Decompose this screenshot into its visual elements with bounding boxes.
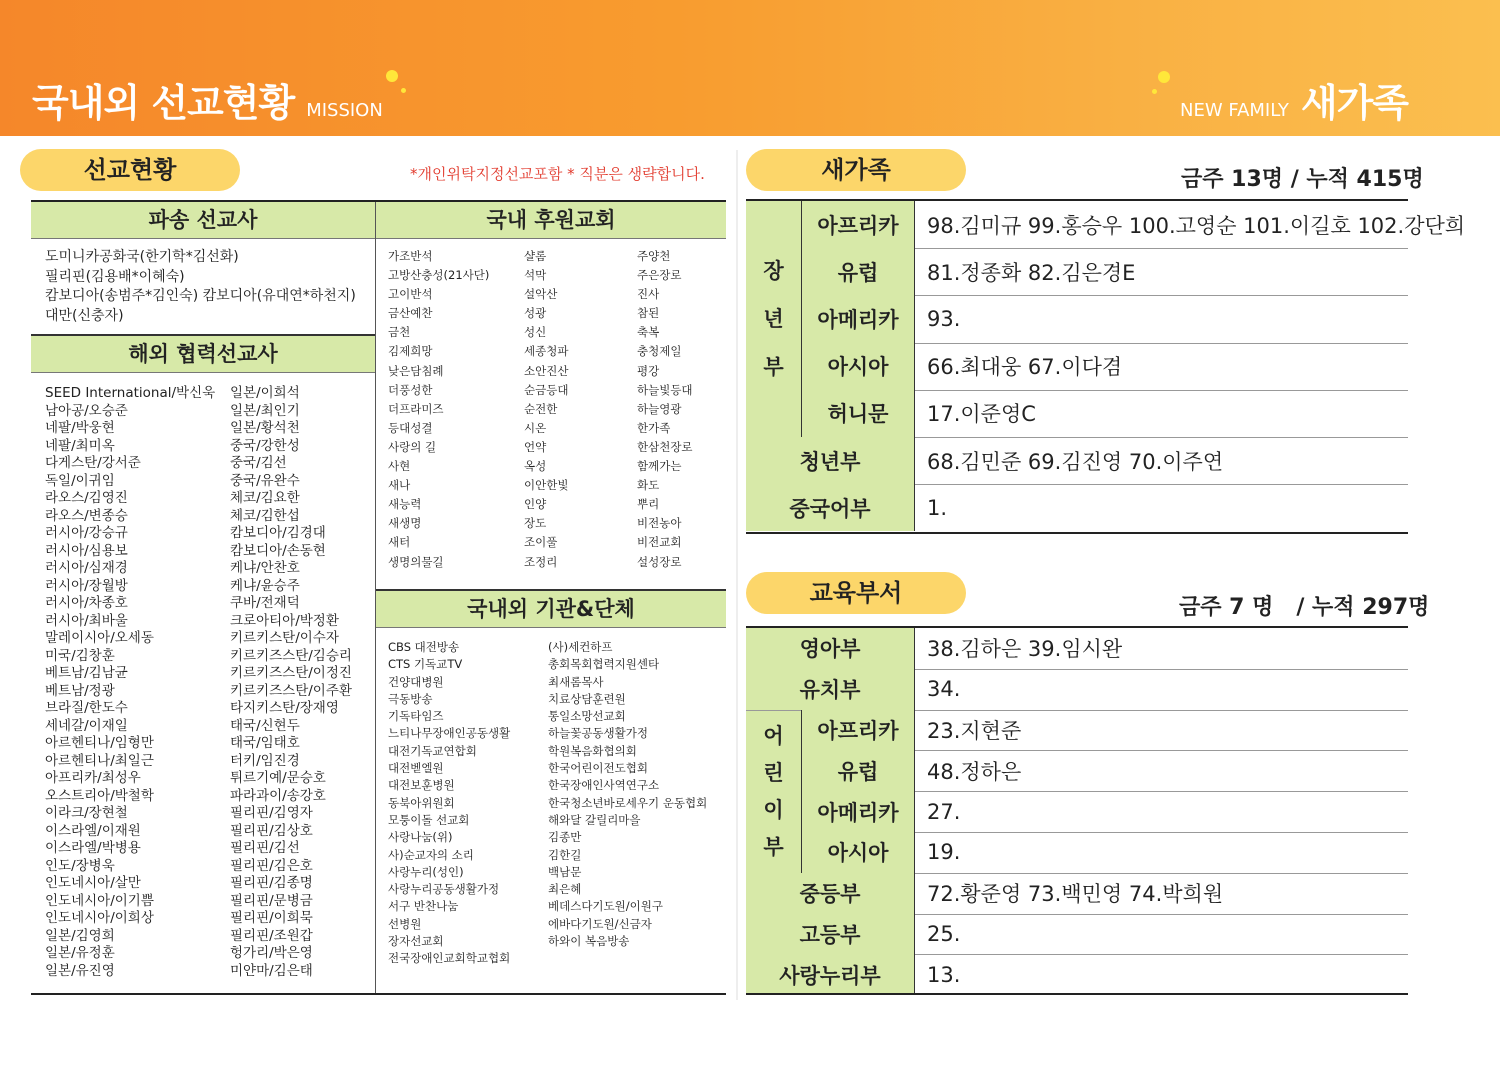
list-item: 언약 — [524, 439, 547, 454]
row-value: 66.최대웅 67.이다겸 — [927, 355, 1123, 380]
list-item: 고방산충성(21사단) — [388, 268, 490, 283]
domestic-churches-col1 — [388, 247, 489, 572]
list-item: 낮은담침례 — [388, 363, 444, 378]
decor-dot-icon — [1158, 71, 1170, 83]
list-item: 키르키즈스탄/이주환 — [230, 682, 352, 699]
list-item: 필리핀/이희묵 — [230, 910, 313, 926]
organizations-header: 국내외 기관&단체 — [376, 591, 726, 627]
row-separator — [914, 484, 915, 531]
list-item: 최새롬목사 — [548, 674, 604, 689]
group-separator — [801, 710, 802, 873]
list-item: 캄보디아/김경대 — [230, 525, 326, 541]
decor-dot-icon — [386, 70, 398, 82]
list-item: 인도네시아/이기쁨 — [45, 892, 154, 909]
list-item: 설성장로 — [637, 554, 682, 569]
organizations-col2 — [548, 639, 707, 950]
list-item: 인양 — [524, 497, 547, 512]
row-value: 1. — [927, 495, 948, 520]
list-item: 키르키스탄/이수자 — [230, 630, 339, 646]
overseas-header-underline — [31, 372, 375, 373]
list-item: 네팔/최미옥 — [45, 437, 115, 454]
list-item: 태국/신현두 — [230, 717, 300, 734]
row-separator — [914, 791, 915, 832]
list-item: 러시아/장월방 — [45, 577, 128, 594]
list-item: 총회목회협력지원센타 — [548, 657, 660, 672]
list-item: 라오스/김영진 — [45, 490, 128, 506]
list-item: 세종청파 — [524, 344, 569, 359]
list-item: (사)세컨하프 — [548, 640, 613, 654]
list-item: 일본/최인기 — [230, 402, 300, 419]
list-item: 옥성 — [524, 459, 547, 474]
list-item: 사랑누리(성인) — [388, 864, 464, 879]
list-item: 순전한 — [524, 401, 558, 416]
list-item: 필리핀/문병금 — [230, 892, 313, 909]
overseas-missionaries-header: 해외 협력선교사 — [31, 336, 375, 372]
list-item: 서구 반찬나눔 — [388, 899, 459, 914]
list-item: 주양천 — [637, 249, 671, 263]
list-item: 터키/임진경 — [230, 752, 300, 769]
list-item: 축복 — [637, 325, 660, 340]
list-item: 해와달 갈릴리마을 — [548, 812, 641, 827]
list-item: 사랑의 길 — [388, 439, 437, 454]
list-item: 베데스다기도원/이원구 — [548, 899, 663, 914]
list-item: 일본/황석천 — [230, 420, 300, 436]
list-item: 미국/김창훈 — [45, 647, 115, 664]
row-label: 영아부 — [746, 628, 914, 669]
list-item: 김제희망 — [388, 344, 433, 359]
row-label: 청년부 — [746, 437, 914, 484]
list-item: 조이풀 — [524, 535, 558, 550]
list-item: 극동방송 — [388, 691, 433, 706]
list-item: 생명의물길 — [388, 554, 444, 569]
row-separator — [914, 343, 915, 390]
row-label: 아메리카 — [802, 791, 914, 832]
list-item: 주은장로 — [637, 268, 682, 283]
sent-missionaries-header: 파송 선교사 — [31, 202, 375, 238]
list-item: 등대성결 — [388, 420, 433, 435]
list-item: 사)순교자의 소리 — [388, 847, 474, 862]
list-item: 조정리 — [524, 554, 558, 569]
list-item: 소안진산 — [524, 363, 569, 378]
row-value: 98.김미규 99.홍승우 100.고영순 101.이길호 102.강단희 — [927, 213, 1466, 238]
list-item: 파라과이/송강호 — [230, 787, 326, 804]
row-separator — [914, 201, 915, 248]
list-item: 진사 — [637, 287, 660, 302]
list-item: 김종만 — [548, 830, 582, 845]
organizations-col1 — [388, 639, 510, 968]
list-item: 모퉁이돌 선교회 — [388, 812, 470, 827]
list-item: 베트남/김남균 — [45, 665, 128, 681]
row-value: 19. — [927, 840, 961, 865]
list-item: 아프리카/최성우 — [45, 770, 141, 786]
list-item: 새능력 — [388, 497, 422, 512]
row-separator — [914, 248, 915, 295]
row-separator — [914, 295, 915, 342]
list-item: 필리핀/김종명 — [230, 875, 313, 891]
row-value: 81.정종화 82.김은경E — [927, 260, 1136, 285]
list-item: 필리핀/김상호 — [230, 822, 313, 839]
mission-header-underline — [31, 238, 726, 239]
row-value: 25. — [927, 921, 961, 946]
list-item: 미얀마/김은태 — [230, 962, 313, 979]
overseas-list-col1 — [45, 385, 215, 980]
list-item: 사랑누리공동생활가정 — [388, 882, 500, 897]
list-item: 다게스탄/강서준 — [45, 455, 141, 471]
overseas-list-col2 — [230, 385, 352, 980]
header-left — [32, 72, 383, 127]
row-label: 유치부 — [746, 669, 914, 710]
list-item: 이라크/장현철 — [45, 805, 128, 821]
list-item: 장자선교회 — [388, 934, 444, 949]
list-item: 한국장애인사역연구소 — [548, 778, 660, 793]
education-count: 금주 7 명 / 누적 297명 — [1179, 595, 1430, 620]
mission-section-pill: 선교현황 — [20, 149, 240, 191]
list-item: 헝가리/박은영 — [230, 945, 313, 961]
list-item: 이안한빛 — [524, 478, 569, 493]
list-item: 이스라엘/이재원 — [45, 822, 141, 839]
list-item: 사현 — [388, 459, 411, 474]
list-item: 성신 — [524, 325, 547, 340]
domestic-churches-col3 — [637, 247, 693, 572]
list-item: 일본/유정훈 — [45, 945, 115, 961]
row-label: 아메리카 — [802, 295, 914, 342]
row-label: 아시아 — [802, 832, 914, 873]
row-separator — [914, 954, 915, 995]
list-item: 대전벧엘원 — [388, 761, 444, 776]
newfamily-page-title: 새가족 — [1300, 81, 1408, 125]
list-item: 치료상담훈련원 — [548, 691, 626, 706]
row-value: 17.이준영C — [927, 402, 1036, 427]
list-item: 인도/장병욱 — [45, 857, 115, 874]
row-separator — [914, 873, 915, 914]
list-item: 러시아/심재경 — [45, 560, 128, 576]
newfamily-section-pill: 새가족 — [746, 149, 966, 191]
list-item: 러시아/차종호 — [45, 595, 128, 611]
list-item: 뿌리 — [637, 497, 660, 512]
list-item: 새생명 — [388, 516, 422, 531]
row-label: 아프리카 — [802, 201, 914, 248]
list-item: 러시아/최바울 — [45, 612, 128, 629]
row-label: 아시아 — [802, 343, 914, 390]
list-item: 일본/김영희 — [45, 927, 115, 944]
list-item: 전국장애인교회학교협회 — [388, 951, 511, 966]
row-label: 중국어부 — [746, 484, 914, 531]
row-label: 아프리카 — [802, 710, 914, 751]
list-item: 동북아위원회 — [388, 795, 455, 810]
list-item: 쿠바/전재덕 — [230, 595, 300, 611]
list-item: 필리핀/김영자 — [230, 805, 313, 821]
list-item: 선병원 — [388, 916, 422, 931]
list-item: 비전교회 — [637, 535, 682, 550]
list-item: 크로아티아/박정환 — [230, 612, 339, 629]
list-item: 건양대병원 — [388, 674, 444, 689]
list-item: CTS 기독교TV — [388, 657, 463, 672]
list-item: 참된 — [637, 306, 660, 321]
group-separator — [801, 201, 802, 437]
column-divider — [736, 150, 738, 1000]
decor-dot-small-icon — [401, 88, 406, 93]
list-item: 새터 — [388, 535, 411, 550]
header-banner — [0, 0, 1500, 136]
list-item: 필리핀/김은호 — [230, 857, 313, 874]
list-item: 새나 — [388, 478, 411, 493]
list-item: 기독타임즈 — [388, 709, 444, 724]
row-value: 34. — [927, 677, 961, 702]
list-item: 더프라미즈 — [388, 401, 444, 416]
list-item: 김한길 — [548, 847, 582, 862]
row-value: 23.지현준 — [927, 718, 1022, 743]
list-item: 케냐/윤승주 — [230, 577, 300, 594]
list-item: 순금등대 — [524, 382, 569, 397]
row-label: 중등부 — [746, 873, 914, 914]
row-separator — [914, 669, 915, 710]
mission-note: *개인위탁지정선교포함 * 직분은 생략합니다. — [410, 165, 705, 183]
list-item: 한가족 — [637, 420, 671, 435]
list-item: 석막 — [524, 268, 547, 283]
row-separator — [914, 832, 915, 873]
domestic-churches-header: 국내 후원교회 — [376, 202, 726, 238]
row-separator — [914, 390, 915, 437]
list-item: 최은혜 — [548, 882, 582, 897]
list-item: 중국/유완수 — [230, 472, 300, 489]
list-item: 캄보디아/손동현 — [230, 542, 326, 559]
list-item: 하와이 복음방송 — [548, 934, 630, 949]
list-item: 사랑나눔(위) — [388, 830, 453, 845]
list-item: 충청제일 — [637, 344, 682, 359]
list-item: 설악산 — [524, 287, 558, 302]
list-item: 독일/이귀임 — [45, 472, 115, 489]
row-value: 27. — [927, 799, 961, 824]
list-item: 키르키즈스탄/김승리 — [230, 647, 352, 664]
list-item: 베트남/정광 — [45, 682, 115, 699]
row-value: 13. — [927, 962, 961, 987]
list-item: 화도 — [637, 478, 660, 493]
list-item: 필리핀/조원갑 — [230, 927, 313, 944]
list-item: 라오스/변종승 — [45, 507, 128, 524]
row-separator — [914, 710, 915, 751]
domestic-churches-col2 — [524, 247, 568, 572]
list-item: 오스트리아/박철학 — [45, 787, 154, 804]
education-table-bottom-border — [746, 993, 1408, 995]
row-separator — [914, 437, 915, 484]
list-item: 성광 — [524, 306, 547, 321]
list-item: 한국청소년바로세우기 운동협회 — [548, 795, 708, 810]
sent-missionaries-list — [45, 248, 356, 326]
row-separator — [914, 750, 915, 791]
list-item: 인도네시아/살만 — [45, 875, 141, 891]
list-item: 대만(신충자) — [45, 307, 124, 324]
list-item: 키르키즈스탄/이정진 — [230, 665, 352, 681]
row-value: 93. — [927, 306, 961, 331]
list-item: 대전보훈병원 — [388, 778, 455, 793]
list-item: 케냐/안찬호 — [230, 560, 300, 576]
education-section-pill: 교육부서 — [746, 572, 966, 614]
list-item: 백남문 — [548, 864, 582, 879]
list-item: 가조반석 — [388, 249, 433, 263]
row-label: 허니문 — [802, 390, 914, 437]
header-right — [1180, 72, 1408, 127]
row-value: 48.정하은 — [927, 759, 1022, 784]
list-item: 러시아/강승규 — [45, 525, 128, 541]
list-item: 타지키스탄/장재영 — [230, 700, 339, 716]
list-item: 에바다기도원/신금자 — [548, 916, 652, 931]
list-item: 평강 — [637, 363, 660, 378]
list-item: 함께가는 — [637, 459, 682, 474]
org-header-underline — [376, 627, 726, 628]
list-item: 브라질/한도수 — [45, 700, 128, 716]
mission-table-bottom-border — [31, 993, 726, 995]
list-item: 아르헨티나/최일근 — [45, 752, 154, 769]
row-label: 고등부 — [746, 914, 914, 955]
children-group-label: 어 린 이 부 — [746, 710, 801, 873]
list-item: 더풍성한 — [388, 382, 433, 397]
list-item: 튀르기예/문승호 — [230, 770, 326, 786]
mission-page-title: 국내외 선교현황 — [32, 81, 295, 125]
list-item: 샬롬 — [524, 249, 547, 263]
list-item: 한삼천장로 — [637, 439, 693, 454]
list-item: 체코/김한섭 — [230, 507, 300, 524]
list-item: 러시아/심용보 — [45, 542, 128, 559]
list-item: 일본/유진영 — [45, 962, 115, 979]
list-item: 도미니카공화국(한기학*김선화) — [45, 249, 239, 265]
list-item: 인도네시아/이희상 — [45, 910, 154, 926]
list-item: 태국/임태호 — [230, 735, 300, 751]
list-item: 학원복음화협의회 — [548, 743, 637, 758]
list-item: 고이반석 — [388, 287, 433, 302]
list-item: 이스라엘/박병용 — [45, 840, 141, 856]
newfamily-count: 금주 13명 / 누적 415명 — [1181, 167, 1424, 192]
list-item: 느티나무장애인공동생활 — [388, 726, 511, 741]
list-item: 대전기독교연합회 — [388, 743, 477, 758]
row-label: 유럽 — [802, 750, 914, 791]
list-item: CBS 대전방송 — [388, 640, 460, 654]
list-item: 남아공/오승준 — [45, 402, 128, 419]
newfamily-page-subtitle: NEW FAMILY — [1180, 100, 1289, 121]
list-item: 아르헨티나/임형만 — [45, 735, 154, 751]
list-item: 네팔/박웅현 — [45, 420, 115, 436]
list-item: 하늘빛등대 — [637, 382, 693, 397]
list-item: 말레이시아/오세동 — [45, 630, 154, 646]
newfamily-table-bottom-border — [746, 532, 1408, 534]
list-item: 장도 — [524, 516, 547, 531]
list-item: 금산예찬 — [388, 306, 433, 321]
mission-page-subtitle: MISSION — [306, 100, 383, 121]
row-value: 38.김하은 39.임시완 — [927, 637, 1123, 662]
list-item: 필리핀/김선 — [230, 840, 300, 856]
row-value: 72.황준영 73.백민영 74.박희원 — [927, 882, 1224, 907]
list-item: 하늘영광 — [637, 401, 682, 416]
list-item: 세네갈/이재일 — [45, 717, 128, 734]
decor-dot-small-icon — [1152, 89, 1157, 94]
list-item: 중국/김선 — [230, 455, 287, 471]
list-item: 하늘꽃공동생활가정 — [548, 726, 648, 741]
list-item: 비전농아 — [637, 516, 682, 531]
list-item: 금천 — [388, 325, 411, 340]
list-item: 체코/김요한 — [230, 490, 300, 506]
list-item: 캄보디아(송범주*김인숙) 캄보디아(유대연*하천지) — [45, 288, 356, 304]
list-item: SEED International/박신욱 — [45, 385, 216, 401]
row-separator — [914, 628, 915, 669]
list-item: 한국어린이전도협회 — [548, 761, 648, 776]
list-item: 통일소망선교회 — [548, 709, 626, 724]
list-item: 필리핀(김용배*이혜숙) — [45, 268, 185, 285]
list-item: 시온 — [524, 420, 547, 435]
row-label: 유럽 — [802, 248, 914, 295]
adult-group-label: 장 년 부 — [746, 201, 801, 437]
row-separator — [914, 914, 915, 955]
row-value: 68.김민준 69.김진영 70.이주연 — [927, 449, 1224, 474]
list-item: 일본/이희석 — [230, 385, 300, 401]
row-label: 사랑누리부 — [746, 954, 914, 995]
list-item: 중국/강한성 — [230, 437, 300, 454]
